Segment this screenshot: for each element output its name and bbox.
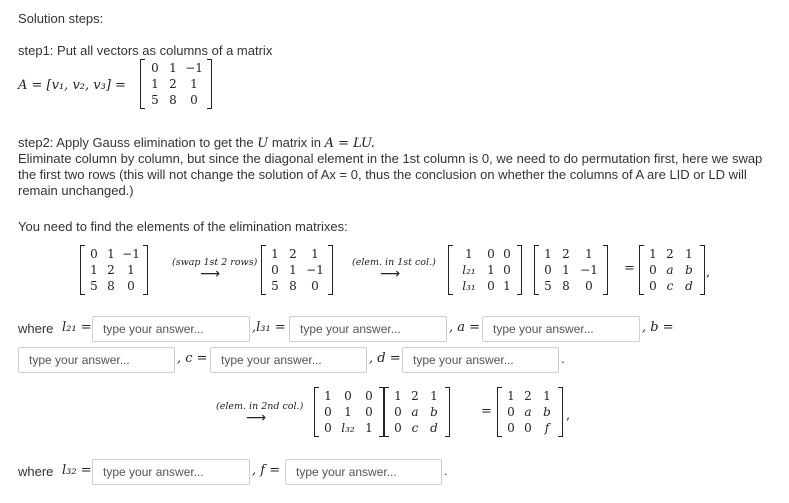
eq2-result-cell: 0	[507, 421, 515, 435]
label-l31: ,l₃₁ =	[252, 320, 286, 335]
solution-heading: Solution steps:	[18, 11, 104, 26]
matrix-A-cell: 5	[151, 93, 159, 107]
eq2-matrix-operand	[384, 387, 450, 437]
eq1-original-cell: 1	[90, 263, 98, 277]
eq1-original-cell: 1	[107, 247, 115, 261]
eq2-operand-cell: c	[411, 421, 419, 435]
instruction-text: You need to find the elements of the elimination matrixes:	[18, 219, 348, 234]
matrix-A-cell: 1	[190, 77, 198, 91]
eq1-result-cell: c	[666, 279, 674, 293]
eq1-original-cell: −1	[122, 247, 140, 261]
eq1-elim-cell: 1	[465, 247, 473, 261]
eq1-equals: =	[624, 261, 635, 276]
eq1-elim-cell: 1	[487, 263, 495, 277]
eq1-original-cell: 2	[107, 263, 115, 277]
eq2-operand-cell: b	[430, 405, 438, 419]
eq1-operand-cell: 1	[544, 247, 552, 261]
eq2-operand-cell: 0	[394, 405, 402, 419]
eq1-swapped-cell: 1	[271, 247, 279, 261]
step2-U: U	[257, 136, 269, 151]
step2-line1	[18, 135, 375, 151]
matrix-A-cell: 0	[190, 93, 198, 107]
matrix-A-cell: 8	[169, 93, 177, 107]
eq2-equals: =	[481, 404, 492, 419]
eq1-operand-cell: 0	[544, 263, 552, 277]
label-b: , b =	[642, 320, 674, 335]
eq1-comma: ,	[706, 265, 711, 280]
eq1-operand-cell: 2	[562, 247, 570, 261]
eq1-arrow-2: ⟶	[380, 266, 401, 282]
eq1-result-cell: b	[685, 263, 693, 277]
eq1-op-elem: (elem. in 1st col.)	[352, 257, 436, 268]
step1-text: step1: Put all vectors as columns of a matrix	[18, 43, 273, 58]
l21-input[interactable]	[92, 316, 250, 342]
eq1-result-cell: 0	[649, 279, 657, 293]
eq1-operand-cell: −1	[580, 263, 598, 277]
eq2-result-cell: f	[544, 421, 550, 435]
eq1-swapped-cell: 5	[271, 279, 279, 293]
c-input[interactable]	[210, 347, 367, 373]
eq2-result-cell: b	[543, 405, 551, 419]
matrix-A-cell: 2	[169, 77, 177, 91]
label-c: , c =	[177, 351, 208, 366]
step2-explanation: Eliminate column by column, but since the diagonal element in the 1st column is 0, we need to do permutation first, here we swap the first two rows (this will not change the solution of Ax = 0, thus the conclusion on whether the columns of A are LID or LD will remain unchanged.)	[18, 151, 763, 198]
b-input[interactable]	[18, 347, 175, 373]
l32-input[interactable]	[92, 459, 250, 485]
eq1-operand-cell: 8	[562, 279, 570, 293]
eq1-op-swap: (swap 1st 2 rows)	[172, 257, 258, 268]
label-l21: l₂₁ =	[62, 320, 92, 335]
eq1-original-cell: 0	[90, 247, 98, 261]
eq1-elim-cell: 0	[503, 247, 511, 261]
step2-mid: matrix in	[271, 135, 321, 150]
eq2-elim-cell: 0	[365, 389, 373, 403]
answers2-where: where	[18, 464, 54, 479]
eq1-result-cell: 0	[649, 263, 657, 277]
eq1-swapped-cell: −1	[306, 263, 324, 277]
eq2-result-cell: 1	[543, 389, 551, 403]
eq2-op-elem: (elem. in 2nd col.)	[216, 401, 304, 412]
eq2-operand-cell: a	[411, 405, 419, 419]
eq1-operand-cell: 1	[585, 247, 593, 261]
eq1-matrix-swapped	[261, 245, 333, 295]
eq1-original-cell: 5	[90, 279, 98, 293]
eq2-elim-cell: 0	[324, 421, 332, 435]
eq1-elim-cell: 1	[503, 279, 511, 293]
matrix-A	[140, 59, 212, 109]
label-l32: l₃₂ =	[62, 463, 92, 478]
eq1-original-cell: 1	[127, 263, 135, 277]
eq2-elim-cell: l₃₂	[341, 421, 355, 435]
eq1-swapped-cell: 8	[289, 279, 297, 293]
a-input[interactable]	[482, 316, 640, 342]
d-input[interactable]	[402, 347, 559, 373]
eq2-result-matrix	[497, 387, 563, 437]
answers1-where: where	[18, 321, 54, 336]
step1-lhs: A = [v₁, v₂, v₃] =	[18, 78, 126, 93]
eq2-operand-cell: 1	[394, 389, 402, 403]
eq1-elim-cell: l₃₁	[462, 279, 476, 293]
label-a: , a =	[449, 320, 481, 335]
l31-input[interactable]	[289, 316, 447, 342]
eq2-result-cell: 0	[507, 405, 515, 419]
eq2-result-cell: 2	[524, 389, 532, 403]
eq1-swapped-cell: 0	[311, 279, 319, 293]
eq2-elim-cell: 1	[344, 405, 352, 419]
eq2-elim-cell: 0	[324, 405, 332, 419]
eq2-elim-cell: 1	[365, 421, 373, 435]
eq1-result-cell: a	[666, 263, 674, 277]
matrix-A-cell: −1	[185, 61, 203, 75]
eq2-elim-cell: 0	[344, 389, 352, 403]
eq1-matrix-operand	[534, 245, 608, 295]
eq1-elim-cell: l₂₁	[462, 263, 476, 277]
eq1-original-cell: 8	[107, 279, 115, 293]
eq1-operand-cell: 1	[562, 263, 570, 277]
eq1-result-cell: d	[685, 279, 693, 293]
eq1-swapped-cell: 1	[311, 247, 319, 261]
eq1-swapped-cell: 0	[271, 263, 279, 277]
label-d: , d =	[369, 351, 401, 366]
answers2-end-dot: .	[444, 463, 448, 478]
eq1-operand-cell: 0	[585, 279, 593, 293]
eq1-elim-cell: 0	[503, 263, 511, 277]
eq1-result-matrix	[639, 245, 705, 295]
label-f: , f =	[252, 463, 281, 478]
eq1-result-cell: 2	[666, 247, 674, 261]
answers1-end-dot: .	[561, 351, 565, 366]
eq2-result-cell: a	[524, 405, 532, 419]
eq1-result-cell: 1	[685, 247, 693, 261]
eq2-operand-cell: 0	[394, 421, 402, 435]
eq1-original-cell: 0	[127, 279, 135, 293]
eq2-arrow: ⟶	[246, 410, 267, 426]
step2-pre: step2: Apply Gauss elimination to get the	[18, 135, 254, 150]
step2-eq: A = LU.	[324, 136, 375, 151]
matrix-A-cell: 1	[169, 61, 177, 75]
eq2-comma: ,	[566, 408, 571, 423]
eq2-result-cell: 1	[507, 389, 515, 403]
eq2-elim-matrix	[314, 387, 384, 437]
matrix-A-cells	[145, 59, 207, 109]
eq1-elim-matrix	[448, 245, 522, 295]
eq1-arrow-1: ⟶	[200, 266, 221, 282]
eq1-swapped-cell: 2	[289, 247, 297, 261]
eq2-result-cell: 0	[524, 421, 532, 435]
eq2-operand-cell: d	[430, 421, 438, 435]
f-input[interactable]	[285, 459, 442, 485]
matrix-A-cell: 0	[151, 61, 159, 75]
eq2-operand-cell: 1	[430, 389, 438, 403]
eq1-elim-cell: 0	[487, 247, 495, 261]
eq1-operand-cell: 5	[544, 279, 552, 293]
eq2-elim-cell: 0	[365, 405, 373, 419]
eq2-operand-cell: 2	[411, 389, 419, 403]
eq1-matrix-original	[80, 245, 148, 295]
eq1-elim-cell: 0	[487, 279, 495, 293]
eq1-result-cell: 1	[649, 247, 657, 261]
eq1-swapped-cell: 1	[289, 263, 297, 277]
eq2-elim-cell: 1	[324, 389, 332, 403]
matrix-A-cell: 1	[151, 77, 159, 91]
